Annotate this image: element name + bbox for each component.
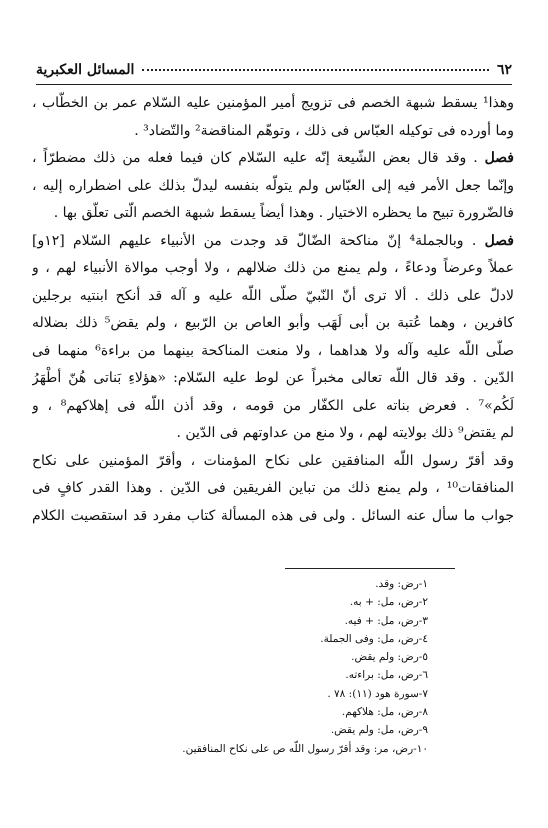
text-line xyxy=(32,173,514,201)
footnote: ١٠-رض، مر: وقد أقرّ رسول اللّه ص على نكاح المنافقين. xyxy=(182,742,428,755)
page-header xyxy=(36,58,512,82)
text-line xyxy=(32,255,514,283)
text-line xyxy=(32,283,514,311)
text-line xyxy=(32,90,514,118)
line-text: لادلّ على ذلك . ألا ترى أنّ النّبيّ صلّى اللّه عليه و آله قد أنكح ابنتيه برجلين xyxy=(32,287,514,304)
line-text: . وبالجملة⁴ إنّ مناكحة الضّالّ قد وجدت من الأنبياء عليهم السّلام [١٢و] xyxy=(32,232,485,249)
section-heading: فصل xyxy=(484,150,514,166)
line-text: كافرين ، وهما عُتبة بن أبى لَهَب وأبو العاص بن الرّبيع ، ولم يقض⁵ ذلك بضلاله xyxy=(32,315,514,331)
text-line xyxy=(32,228,514,256)
line-text: . وقد قال بعض الشّيعة إنّه عليه السّلام كان فيما فعله من ذلك مضطرّاً ، xyxy=(32,150,485,166)
line-text: لم يقتض⁹ ذلك بولايته لهم ، ولا منع من عداوتهم فى الدّين . xyxy=(176,425,514,441)
footnote: ٢-رض، مل: + به. xyxy=(349,596,428,609)
leader-dots xyxy=(142,69,489,71)
line-text: صلّى اللّه عليه وآله ولا هداهما ، ولا منعت المناكحة بينهما من براءة⁶ منهما فى xyxy=(32,342,514,359)
line-text: فالضّرورة تبيح ما يحظره الاختيار . وهذا أيضاً يسقط شبهة الخصم الّتى تعلّق بها . xyxy=(53,205,514,221)
main-text xyxy=(32,90,514,530)
footnote: ٧-سورة هود (١١): ٧٨ . xyxy=(327,687,428,700)
footnote: ٤-رض، مل: وفى الجملة. xyxy=(320,632,428,645)
footnote: ٣-رض، مل: + فيه. xyxy=(344,614,428,627)
line-text: وإنّما جعل الأمر فيه إلى العبّاس ولم يتولّه بنفسه ليدلّ بذلك على اضطراره إليه ، xyxy=(32,177,514,194)
text-line xyxy=(32,393,514,421)
running-title: المسائل العكبرية xyxy=(36,62,135,78)
text-line xyxy=(32,503,514,531)
text-line xyxy=(32,200,514,228)
line-text: وهذا¹ يسقط شبهة الخصم فى تزويج أمير المؤمنين عليه السّلام عمر بن الخطّاب ، xyxy=(32,95,514,111)
line-text: لَكُم»⁷ . فعرض بناته على الكفّار من قومه ، وقد أذن اللّه فى إهلاكهم⁸ ، و xyxy=(32,397,514,414)
header-rule xyxy=(36,84,512,85)
line-text: وما أورده فى توكيله العبّاس فى ذلك ، وتوهّم المناقضة² والتّضاد³ . xyxy=(134,122,514,139)
line-text: عملاً وعرضاً ودعاءً ، ولم يمنع من ذلك ضلالهم ، ولا أوجب موالاة الأنبياء لهم ، و xyxy=(32,260,514,276)
line-text: المنافقات¹⁰ ، ولم يمنع ذلك من تباين الفريقين فى الدّين . وهذا القدر كافٍ فى xyxy=(32,480,514,496)
footnote-rule xyxy=(285,568,455,569)
line-text: الدّين . وقد قال اللّه تعالى مخبراً عن لوط عليه السّلام: «هؤلاءِ بَناتى هُنّ أطْهَرُ xyxy=(32,370,514,386)
text-line xyxy=(32,420,514,448)
text-line xyxy=(32,145,514,173)
footnotes xyxy=(32,575,428,758)
footnote: ٥-رض: ولم يقض. xyxy=(351,651,428,664)
footnote: ١-رض: وقد. xyxy=(375,578,428,590)
footnote: ٨-رض، مل: هلاكهم. xyxy=(341,706,428,719)
text-line xyxy=(32,475,514,503)
page-number: ٦٢ xyxy=(496,62,512,78)
text-line xyxy=(32,310,514,338)
text-line xyxy=(32,365,514,393)
footnote: ٦-رض، مل: براءته. xyxy=(345,669,428,682)
line-text: جواب ما سأل عنه السائل . ولى فى هذه المسألة كتاب مفرد قد استقصيت الكلام xyxy=(32,507,514,524)
line-text: وقد أقرّ رسول اللّه المنافقين على نكاح المؤمنات ، وأقرّ المؤمنين على نكاح xyxy=(32,452,514,469)
text-line xyxy=(32,448,514,476)
footnote: ٩-رض، مل: ولم يقض. xyxy=(330,724,428,737)
text-line xyxy=(32,118,514,146)
text-line xyxy=(32,338,514,366)
section-heading: فصل xyxy=(484,232,514,249)
